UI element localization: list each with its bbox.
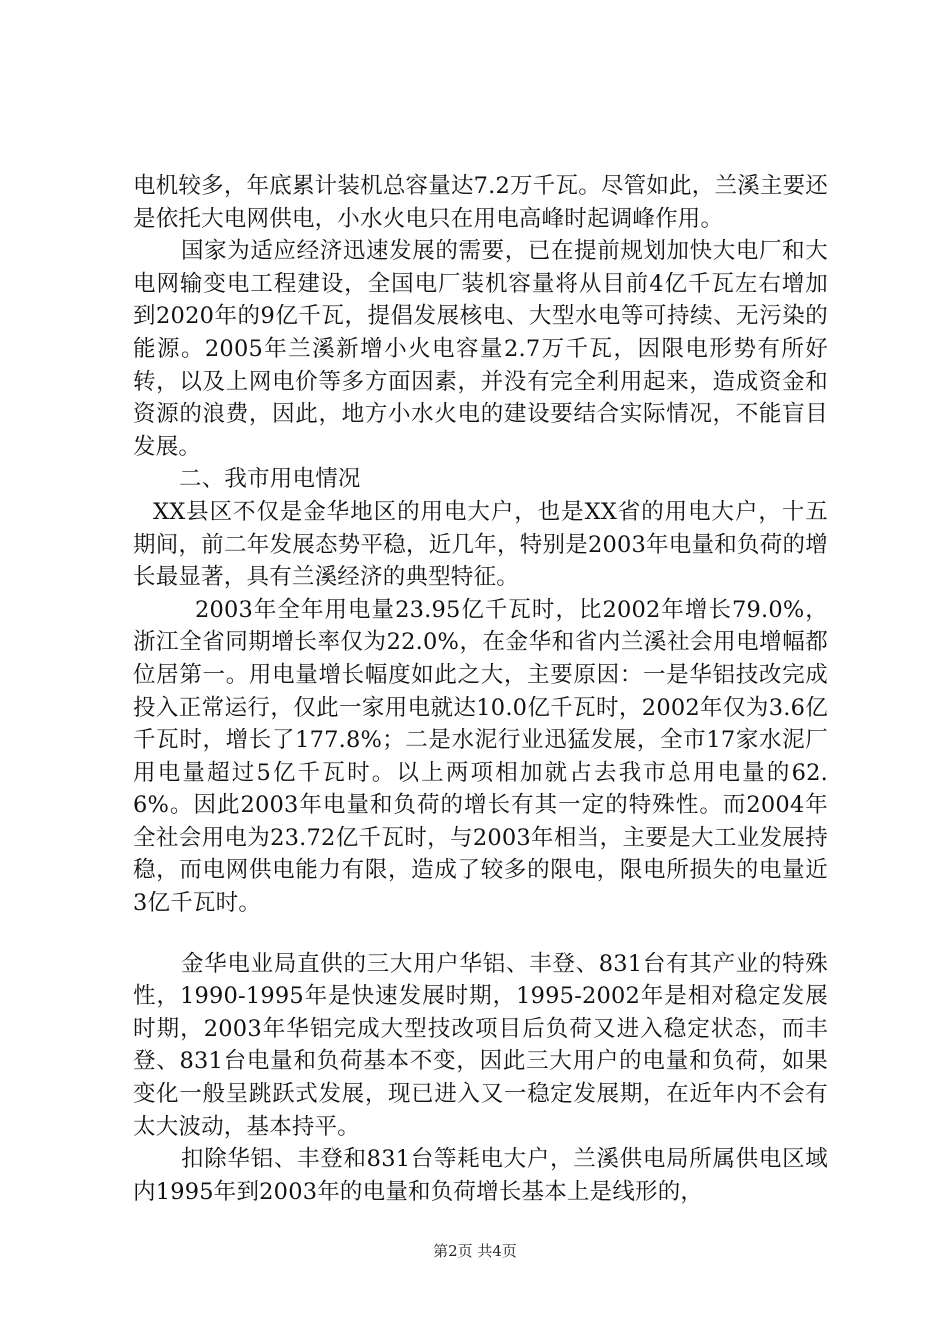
page-number-footer: 第2页 共4页 [433,1242,517,1260]
paragraph-power-planning: 国家为适应经济迅速发展的需要，已在提前规划加快大电厂和大电网输变电工程建设，全国电厂装机容量将从目前4亿千瓦左右增加到2020年的9亿千瓦，提倡发展核电、大型水电等可持续、无污染的能源。2005年兰溪新增小火电容量2.7万千瓦，因限电形势有所好转，以及上网电价等多方面因素，并没有完全利用起来，造成资金和资源的浪费，因此，地方小水火电的建设要结合实际情况，不能盲目发展。 [133,238,828,460]
paragraph-continuation: 电机较多，年底累计装机总容量达7.2万千瓦。尽管如此，兰溪主要还是依托大电网供电，小水火电只在用电高峰时起调峰作用。 [133,173,828,232]
document-body [133,170,828,1208]
paragraph-regional-growth: 扣除华铝、丰登和831台等耗电大户，兰溪供电局所属供电区域内1995年到2003年的电量和负荷增长基本上是线形的， [133,1146,828,1205]
paragraph-2003-consumption: 2003年全年用电量23.95亿千瓦时，比2002年增长79.0%，浙江全省同期增长率仅为22.0%，在金华和省内兰溪社会用电增幅都位居第一。用电量增长幅度如此之大，主要原因：一是华铝技改完成投入正常运行，仅此一家用电就达10.0亿千瓦时，2002年仅为3.6亿千瓦时，增长了177.8%；二是水泥行业迅猛发展，全市17家水泥厂用电量超过5亿千瓦时。以上两项相加就占去我市总用电量的62.6%。因此2003年电量和负荷的增长有其一定的特殊性。而2004年全社会用电为23.72亿千瓦时，与2003年相当，主要是大工业发展持稳，而电网供电能力有限，造成了较多的限电，限电所损失的电量近3亿千瓦时。 [133,596,828,917]
paragraph-major-users: 金华电业局直供的三大用户华铝、丰登、831台有其产业的特殊性，1990-1995年是快速发展时期，1995-2002年是相对稳定发展时期，2003年华铝完成大型技改项目后负荷又进入稳定状态，而丰登、831台电量和负荷基本不变，因此三大用户的电量和负荷，如果变化一般呈跳跃式发展，现已进入又一稳定发展期，在近年内不会有太大波动，基本持平。 [133,950,828,1140]
paragraph-county-overview: XX县区不仅是金华地区的用电大户，也是XX省的用电大户，十五期间，前二年发展态势平稳，近几年，特别是2003年电量和负荷的增长最显著，具有兰溪经济的典型特征。 [133,498,828,591]
section-heading: 二、我市用电情况 [179,466,361,493]
paragraph-gap [133,920,828,948]
